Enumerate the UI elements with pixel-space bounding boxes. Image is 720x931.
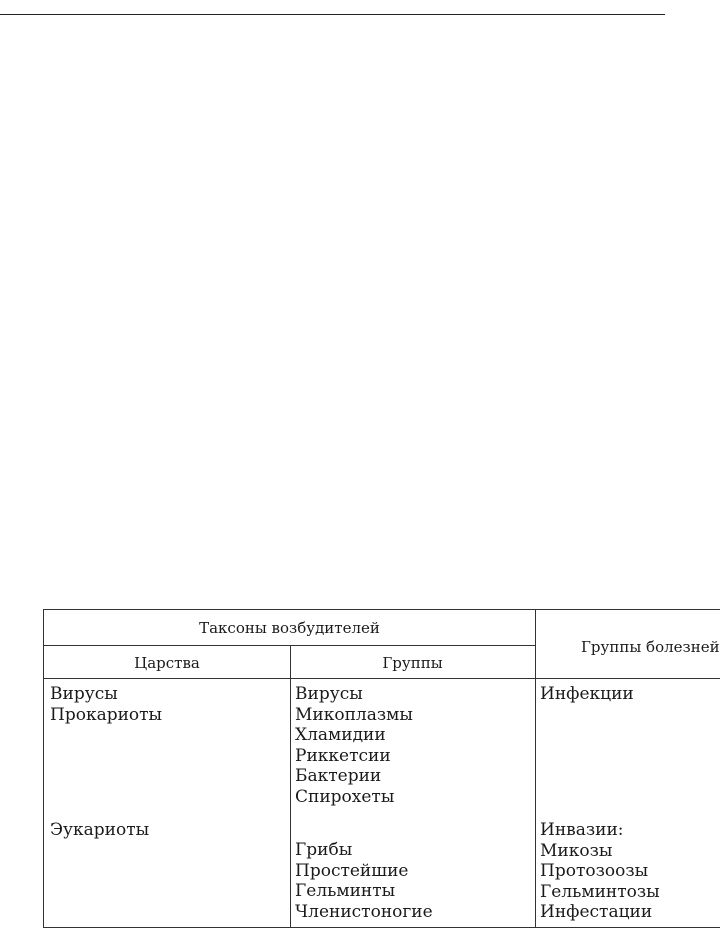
header-divider-row2 [44,678,720,679]
list-item: Гельминтозы [540,881,660,902]
list-item: Бактерии [295,766,382,787]
list-item: Протозоозы [540,861,649,882]
header-groups: Группы [382,654,443,672]
groups-list-upper [295,684,413,808]
header-kingdoms: Царства [134,654,200,672]
header-disease-groups: Группы болезней [581,638,720,656]
list-item: Членистоногие [295,901,433,922]
list-item: Инфекции [540,684,634,704]
diseases-list-lower [540,820,660,923]
top-rule [0,14,665,15]
list-item: Инвазии: [540,820,624,840]
kingdoms-list-lower [50,820,149,841]
pathogen-taxa-table [43,609,720,928]
list-item: Микоплазмы [295,704,413,725]
list-item: Простейшие [295,860,409,881]
list-item: Хламидии [295,725,386,746]
list-item: Вирусы [295,684,363,704]
col-divider-kingdoms-groups [290,645,291,927]
list-item: Вирусы [50,684,118,704]
list-item: Риккетсии [295,745,391,766]
col-divider-groups-diseases [535,610,536,927]
list-item: Гельминты [295,881,396,902]
list-item: Спирохеты [295,786,395,807]
list-item: Грибы [295,840,353,860]
header-pathogen-taxa: Таксоны возбудителей [199,619,380,637]
list-item: Инфестации [540,902,653,923]
diseases-list-upper [540,684,634,705]
groups-list-lower [295,840,433,922]
list-item: Прокариоты [50,704,163,725]
list-item: Микозы [540,840,613,861]
kingdoms-list-upper [50,684,162,725]
list-item: Эукариоты [50,820,150,840]
